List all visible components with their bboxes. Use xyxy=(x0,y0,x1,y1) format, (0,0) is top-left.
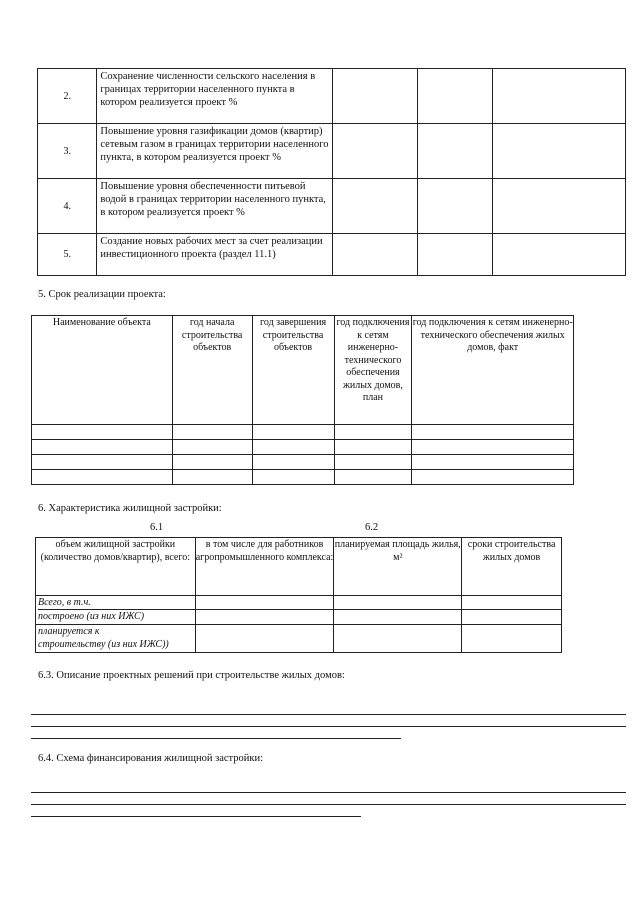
table-header-row xyxy=(36,538,562,596)
table-row xyxy=(38,179,626,234)
indicator-description: Повышение уровня газификации домов (квартир) сетевым газом в границах территории населенного пункта, в котором реализуется проект % xyxy=(97,124,332,179)
indicator-description: Создание новых рабочих мест за счет реализации инвестиционного проекта (раздел 11.1) xyxy=(97,234,332,276)
input-cell[interactable] xyxy=(252,440,334,455)
value-cell[interactable] xyxy=(332,69,418,124)
input-cell[interactable] xyxy=(252,425,334,440)
value-cell[interactable] xyxy=(492,234,625,276)
value-cell[interactable] xyxy=(332,124,418,179)
column-header: год начала строительства объектов xyxy=(172,316,252,425)
input-cell[interactable] xyxy=(334,625,462,653)
value-cell[interactable] xyxy=(332,179,418,234)
answer-line[interactable] xyxy=(31,792,626,793)
row-label xyxy=(36,625,196,653)
column-header: год подключения к сетям инженерно-технического обеспечения жилых домов, факт xyxy=(412,316,574,425)
input-cell[interactable] xyxy=(462,596,562,625)
row-label-bottom: строительству (из них ИЖС)) xyxy=(38,639,169,650)
indicator-description: Сохранение численности сельского населения в границах территории населенного пункта в котором реализуется проект % xyxy=(97,69,332,124)
column-header: год завершения строительства объектов xyxy=(252,316,334,425)
column-header: сроки строительства жилых домов xyxy=(462,538,562,596)
housing-table xyxy=(35,537,562,653)
column-header: год подключения к сетям инженерно-технического обеспечения жилых домов, план xyxy=(334,316,412,425)
input-cell[interactable] xyxy=(334,455,412,470)
input-cell[interactable] xyxy=(412,425,574,440)
row-label-top: Всего, в т.ч. xyxy=(38,596,195,610)
row-number: 2. xyxy=(38,69,97,124)
section-6-title: 6. Характеристика жилищной застройки: xyxy=(38,503,222,514)
answer-line[interactable] xyxy=(31,816,361,817)
row-number: 5. xyxy=(38,234,97,276)
input-cell[interactable] xyxy=(252,470,334,485)
section-6-4-title: 6.4. Схема финансирования жилищной застройки: xyxy=(38,753,264,764)
input-cell[interactable] xyxy=(334,596,462,625)
subsection-6-2-label: 6.2 xyxy=(365,522,379,533)
table-row xyxy=(32,470,574,485)
table-row xyxy=(38,234,626,276)
input-cell[interactable] xyxy=(172,470,252,485)
answer-line[interactable] xyxy=(31,726,626,727)
value-cell[interactable] xyxy=(418,179,492,234)
input-cell[interactable] xyxy=(32,470,173,485)
value-cell[interactable] xyxy=(418,69,492,124)
input-cell[interactable] xyxy=(412,455,574,470)
input-cell[interactable] xyxy=(172,455,252,470)
input-cell[interactable] xyxy=(412,440,574,455)
table-row xyxy=(32,425,574,440)
row-number: 3. xyxy=(38,124,97,179)
column-header: в том числе для работников агропромышленного комплекса: xyxy=(195,538,334,596)
table-row xyxy=(32,440,574,455)
input-cell[interactable] xyxy=(334,470,412,485)
value-cell[interactable] xyxy=(418,234,492,276)
row-label-bottom: построено (из них ИЖС) xyxy=(38,611,145,622)
row-label-top: планируется к xyxy=(38,626,100,637)
answer-line[interactable] xyxy=(31,804,626,805)
indicators-table xyxy=(37,68,626,276)
input-cell[interactable] xyxy=(32,425,173,440)
input-cell[interactable] xyxy=(195,625,334,653)
table-row xyxy=(36,625,562,653)
input-cell[interactable] xyxy=(462,625,562,653)
subsection-6-1-label: 6.1 xyxy=(150,522,164,533)
table-row xyxy=(38,124,626,179)
row-label xyxy=(36,596,196,625)
input-cell[interactable] xyxy=(334,425,412,440)
input-cell[interactable] xyxy=(195,596,334,625)
table-row xyxy=(38,69,626,124)
value-cell[interactable] xyxy=(332,234,418,276)
row-number: 4. xyxy=(38,179,97,234)
input-cell[interactable] xyxy=(252,455,334,470)
column-header: объем жилищной застройки (количество домов/квартир), всего: xyxy=(36,538,196,596)
table-row xyxy=(32,455,574,470)
section-5-title: 5. Срок реализации проекта: xyxy=(38,289,166,300)
input-cell[interactable] xyxy=(334,440,412,455)
indicator-description: Повышение уровня обеспеченности питьевой водой в границах территории населенного пункта, в котором реализуется проект % xyxy=(97,179,332,234)
answer-line[interactable] xyxy=(31,738,401,739)
value-cell[interactable] xyxy=(492,179,625,234)
input-cell[interactable] xyxy=(412,470,574,485)
value-cell[interactable] xyxy=(418,124,492,179)
input-cell[interactable] xyxy=(32,440,173,455)
input-cell[interactable] xyxy=(32,455,173,470)
input-cell[interactable] xyxy=(172,425,252,440)
answer-line[interactable] xyxy=(31,714,626,715)
table-header-row xyxy=(32,316,574,425)
value-cell[interactable] xyxy=(492,69,625,124)
section-6-3-title: 6.3. Описание проектных решений при строительстве жилых домов: xyxy=(38,670,345,681)
column-header: Наименование объекта xyxy=(32,316,173,425)
table-row xyxy=(36,596,562,625)
column-header: планируемая площадь жилья, м² xyxy=(334,538,462,596)
input-cell[interactable] xyxy=(172,440,252,455)
value-cell[interactable] xyxy=(492,124,625,179)
project-timeline-table xyxy=(31,315,574,485)
